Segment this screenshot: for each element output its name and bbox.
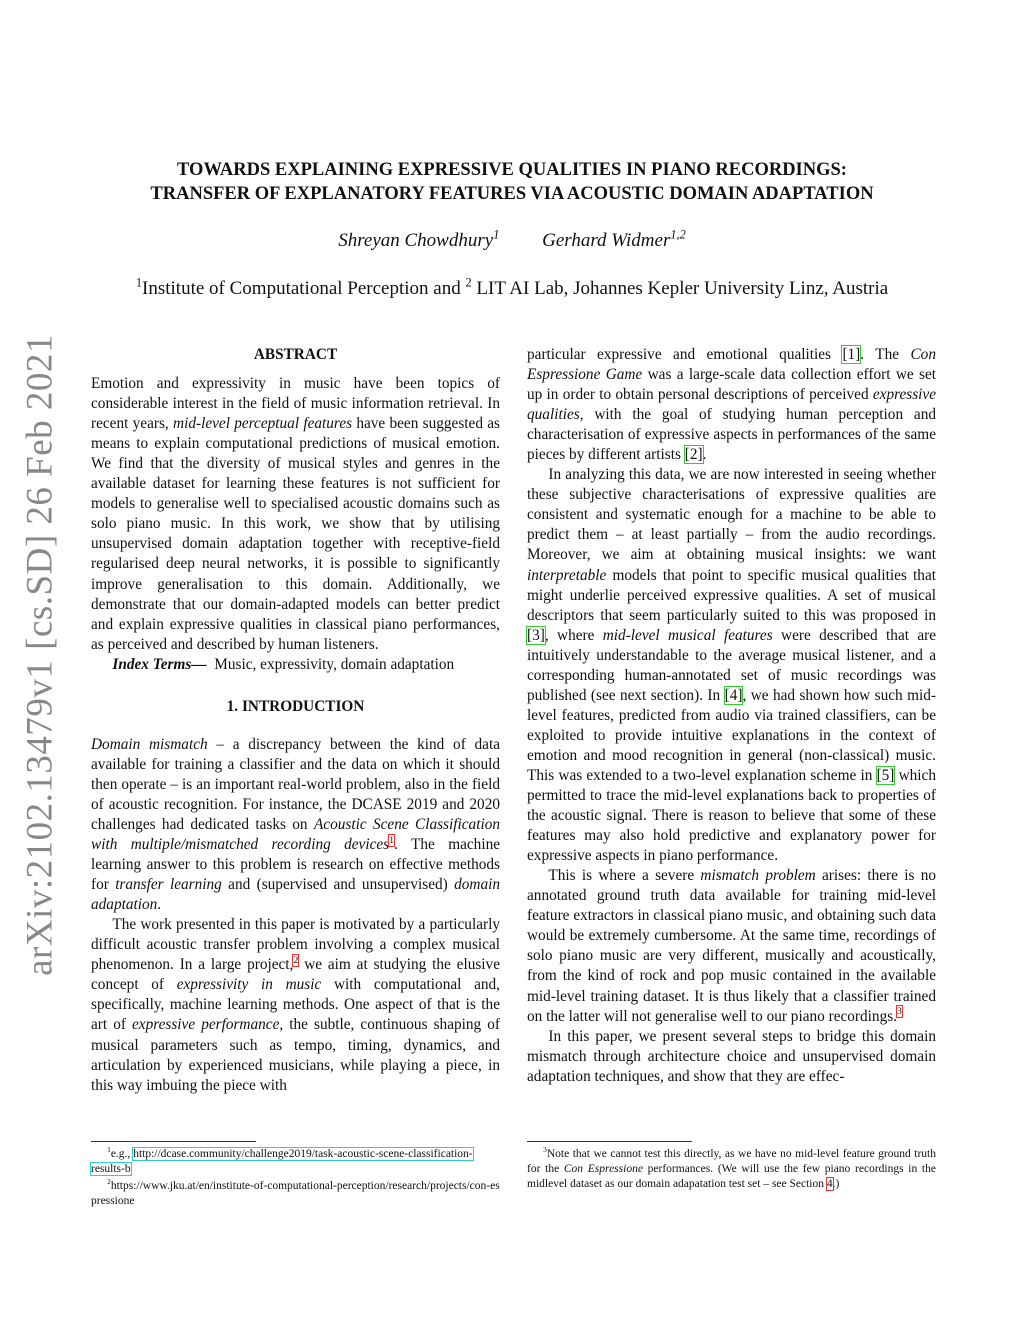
- title-line-1: TOWARDS EXPLAINING EXPRESSIVE QUALITIES IN PIANO RECORDINGS:: [177, 160, 847, 180]
- citation-2[interactable]: [2]: [684, 446, 703, 464]
- right-paragraph-3: This is where a severe mismatch problem arises: there is no annotated ground truth data available for training mid-level feature extractors in classical piano music, and obtaining such data would be extremely cumbersome. At the same time, recordings of solo piano music are very different, musically and acoustically, from the kind of rock and pop music contained in the available mid-level training dataset. It is thus likely that a classifier trained on the latter will not generalise well to our piano recordings.$^3$: [527, 867, 936, 1025]
- arxiv-watermark: [10, 334, 70, 976]
- footnote-3: $^3$Note that we cannot test this directly, as we have no mid-level feature ground truth for the Con Espressione performances. (We will use the few piano recordings in the midlevel dataset as our domain adapatation test set – see Section 4.): [527, 1145, 936, 1190]
- right-paragraph-1: particular expressive and emotional qualities [1]. The Con Espressione Game was a large-scale data collection effort we set up in order to obtain personal descriptions of perceived expressive qualities, with the goal of studying human perception and characterisation of expressive aspects in performances of the same pieces by different artists [2].: [527, 346, 937, 464]
- footnote-2: $^2$https://www.jku.at/en/institute-of-computational-perception/research/projects/con-espressione: [91, 1177, 500, 1207]
- intro-heading: 1. INTRODUCTION: [226, 697, 365, 715]
- footnote-1: $^1$e.g., http://dcase.community/challenge2019/task-acoustic-scene-classification-results-b: [91, 1145, 473, 1175]
- title-line-2: TRANSFER OF EXPLANATORY FEATURES VIA ACOUSTIC DOMAIN ADAPTATION: [150, 184, 874, 204]
- index-terms: Index Terms— Music, expressivity, domain adaptation: [112, 655, 455, 673]
- abstract-text: Emotion and expressivity in music have been topics of considerable interest in the field of music information retrieval. In recent years, mid-level perceptual features have been suggested as means to explain computational predictions of musical emotion. We find that the diversity of musical styles and genres in the available dataset for learning these features is not sufficient for models to generalise well to specialised acoustic domains such as solo piano music. In this work, we show that by utilising unsupervised domain adaptation together with receptive-field regularised deep neural networks, it is possible to significantly improve generalisation to this domain. Additionally, we demonstrate that our domain-adapted models can better predict and explain expressive qualities in classical piano performances, as perceived and described by human listeners.: [91, 375, 501, 653]
- citation-1[interactable]: [1]: [842, 346, 861, 363]
- abstract-heading: ABSTRACT: [253, 346, 338, 363]
- footnote-link-1[interactable]: 1: [389, 834, 395, 846]
- left-column: [91, 345, 500, 1096]
- footnote-link-2[interactable]: 2: [293, 955, 299, 967]
- section-link-4[interactable]: 4: [826, 1178, 833, 1190]
- intro-paragraph-2: The work presented in this paper is motivated by a particularly difficult acoustic transfer problem involving a complex musical phenomenon. In a large project,$^2$ we aim at studying the elusive concept of expressivity in music with computational and, specifically, machine learning methods. One aspect of that is the art of expressive performance, the subtle, continuous shaping of musical parameters such as tempo, timing, dynamics, and articulation by experienced musicians, while playing a piece, in this way imbuing the piece with: [91, 916, 500, 1094]
- authors: [0, 227, 1024, 252]
- footnotes-right: [527, 1147, 936, 1192]
- right-paragraph-4: In this paper, we present several steps to bridge this domain mismatch through architecture choice and unsupervised domain adaptation techniques, and show that they are effec-: [527, 1027, 936, 1085]
- intro-paragraph-1: Domain mismatch – a discrepancy between the kind of data available for training a classifier and the data on which it should then operate – is an important real-world problem, also in the field of acoustic recognition. For instance, the DCASE 2019 and 2020 challenges had dedicated tasks on Acoustic Scene Classification with multiple/mismatched recording devices$^1$. The machine learning answer to this problem is research on effective methods for transfer learning and (supervised and unsupervised) domain adaptation.: [91, 735, 501, 914]
- footnote-rule-left: [91, 1141, 256, 1142]
- paper-title: [80, 158, 944, 206]
- citation-4[interactable]: [4]: [724, 686, 743, 704]
- footnotes-left: [91, 1147, 503, 1209]
- affiliations: $^1$Institute of Computational Perception and $^2$ LIT AI Lab, Johannes Kepler University Linz, Austria: [135, 275, 889, 299]
- author-1: Shreyan Chowdhury$^1$: [338, 227, 500, 251]
- footnote-rule-right: [527, 1141, 692, 1142]
- arxiv-id: arXiv:2102.13479v1 [cs.SD] 26 Feb 2021: [19, 334, 61, 976]
- right-paragraph-2: In analyzing this data, we are now interested in seeing whether these subjective characterisations of expressive qualities are consistent and systematic enough for a machine to be able to predict them – at least partially – from the audio recordings. Moreover, we aim at obtaining musical insights: we want interpretable models that point to specific musical qualities that might underlie perceived expressive qualities. A set of musical descriptors that seem particularly suited to this was proposed in [3], where mid-level musical features were described that are intuitively understandable to the average musical listener, and a corresponding human-annotated set of music recordings was published (see next section). In [4], we had shown how such mid-level features, predicted from audio via trained classifiers, can be exploited to provide intuitive explanations in the context of emotion and mood recognition in general (non-classical) music. This was extended to a two-level explanation scheme in [5] which permitted to trace the mid-level explanations back to properties of the acoustic signal. There is reason to believe that some of these features may also hold predictive and explanatory power for expressive aspects in piano performance.: [527, 466, 937, 865]
- footnote-link-3[interactable]: 3: [897, 1006, 902, 1018]
- author-2: Gerhard Widmer$^{1,2}$: [542, 227, 686, 251]
- footnote-1-url[interactable]: http://dcase.community/challenge2019/task-acoustic-scene-classification-results-b: [91, 1148, 473, 1175]
- right-column: [527, 345, 936, 1087]
- citation-3[interactable]: [3]: [527, 626, 545, 644]
- citation-5[interactable]: [5]: [876, 766, 895, 784]
